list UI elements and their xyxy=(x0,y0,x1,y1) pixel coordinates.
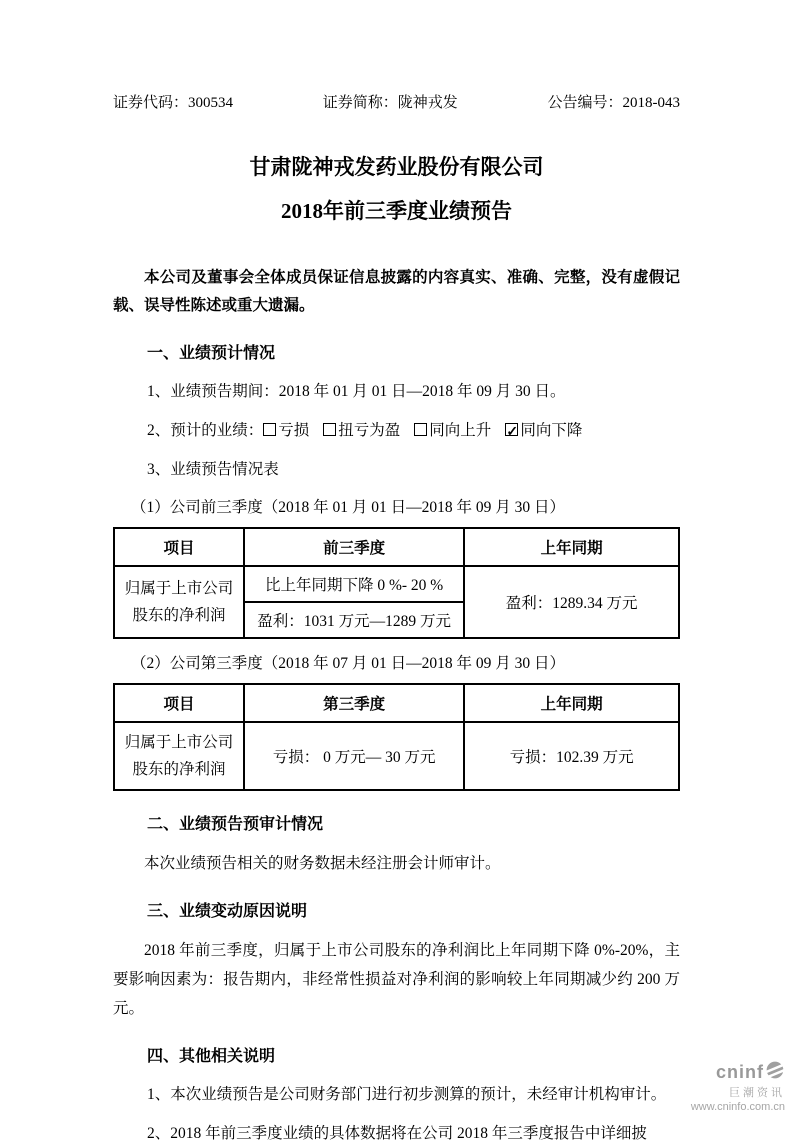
cninfo-brand-text: cninf xyxy=(716,1062,764,1083)
table1-change-range: 比上年同期下降 0 %- 20 % xyxy=(244,566,464,602)
table1-header-row xyxy=(114,528,679,566)
table2-prior-year-value: 亏损：102.39 万元 xyxy=(464,722,679,790)
table2-header-prior: 上年同期 xyxy=(464,684,679,722)
cninfo-chinese-name: 巨潮资讯 xyxy=(729,1086,785,1099)
table2-header-row xyxy=(114,684,679,722)
table1-prior-year-value: 盈利：1289.34 万元 xyxy=(464,566,679,638)
forecast-type-row xyxy=(113,418,680,444)
securities-code: 证券代码：300534 xyxy=(113,95,234,111)
securities-abbreviation: 证券简称：陇神戎发 xyxy=(322,95,458,111)
table1-header-prior: 上年同期 xyxy=(464,528,679,566)
table1-net-profit-label: 归属于上市公司股东的净利润 xyxy=(114,566,244,638)
option-loss-label: 亏损 xyxy=(278,422,310,439)
option-loss xyxy=(263,422,309,439)
option-turnaround-label: 扭亏为盈 xyxy=(338,422,401,439)
table1-profit-range: 盈利：1031 万元—1289 万元 xyxy=(244,602,464,638)
cninfo-watermark xyxy=(691,1060,785,1114)
forecast-table-item: 3、业绩预告情况表 xyxy=(147,461,279,478)
cninfo-brand-row xyxy=(691,1060,785,1085)
forecast-type-label: 2、预计的业绩： xyxy=(147,422,264,439)
announcement-title: 2018年前三季度业绩预告 xyxy=(281,199,512,223)
option-same-direction-up xyxy=(414,422,491,439)
board-disclaimer: 本公司及董事会全体成员保证信息披露的内容真实、准确、完整，没有虚假记载、误导性陈述或重大遗漏。 xyxy=(113,269,680,314)
option-turnaround xyxy=(323,422,400,439)
section3-body: 2018 年前三季度，归属于上市公司股东的净利润比上年同期下降 0%-20%，主要影响因素为：报告期内，非经常性损益对净利润的影响较上年同期减少约 200 万元。 xyxy=(113,942,680,1017)
forecast-period: 1、业绩预告期间：2018 年 01 月 01 日—2018 年 09 月 30 日。 xyxy=(147,383,566,400)
checkbox-up-icon xyxy=(414,423,427,436)
table2-row-1 xyxy=(114,722,679,790)
announcement-number: 公告编号：2018-043 xyxy=(547,95,680,111)
third-quarter-table xyxy=(113,683,680,791)
section3-heading: 三、业绩变动原因说明 xyxy=(147,903,308,920)
cninfo-url: www.cninfo.com.cn xyxy=(690,1100,785,1113)
option-down-label: 同向下降 xyxy=(520,422,583,439)
cninfo-swoosh-icon xyxy=(765,1060,785,1085)
table2-header-item: 项目 xyxy=(114,684,244,722)
table1-header-period: 前三季度 xyxy=(244,528,464,566)
section4-item1: 1、本次业绩预告是公司财务部门进行初步测算的预计，未经审计机构审计。 xyxy=(147,1086,667,1103)
checkbox-loss-icon xyxy=(263,423,276,436)
table1-caption: （1）公司前三季度（2018 年 01 月 01 日—2018 年 09 月 30 日） xyxy=(131,499,566,516)
table2-header-period: 第三季度 xyxy=(244,684,464,722)
table2-net-profit-label: 归属于上市公司股东的净利润 xyxy=(114,722,244,790)
table2-loss-range: 亏损： 0 万元— 30 万元 xyxy=(244,722,464,790)
checkbox-down-icon xyxy=(505,423,518,436)
section2-heading: 二、业绩预告预审计情况 xyxy=(147,816,324,833)
table1-header-item: 项目 xyxy=(114,528,244,566)
option-same-direction-down xyxy=(505,422,582,439)
option-up-label: 同向上升 xyxy=(429,422,492,439)
checkbox-turnaround-icon xyxy=(323,423,336,436)
section4-heading: 四、其他相关说明 xyxy=(147,1048,276,1065)
section1-heading: 一、业绩预计情况 xyxy=(147,345,276,362)
first-three-quarters-table xyxy=(113,527,680,639)
document-header xyxy=(113,92,680,114)
section2-body: 本次业绩预告相关的财务数据未经注册会计师审计。 xyxy=(144,855,501,872)
section4-item2: 2、2018 年前三季度业绩的具体数据将在公司 2018 年三季度报告中详细披 xyxy=(147,1125,647,1142)
table1-row-1 xyxy=(114,566,679,602)
company-name-title: 甘肃陇神戎发药业股份有限公司 xyxy=(249,155,544,179)
table2-caption: （2）公司第三季度（2018 年 07 月 01 日—2018 年 09 月 30 日） xyxy=(131,655,566,672)
